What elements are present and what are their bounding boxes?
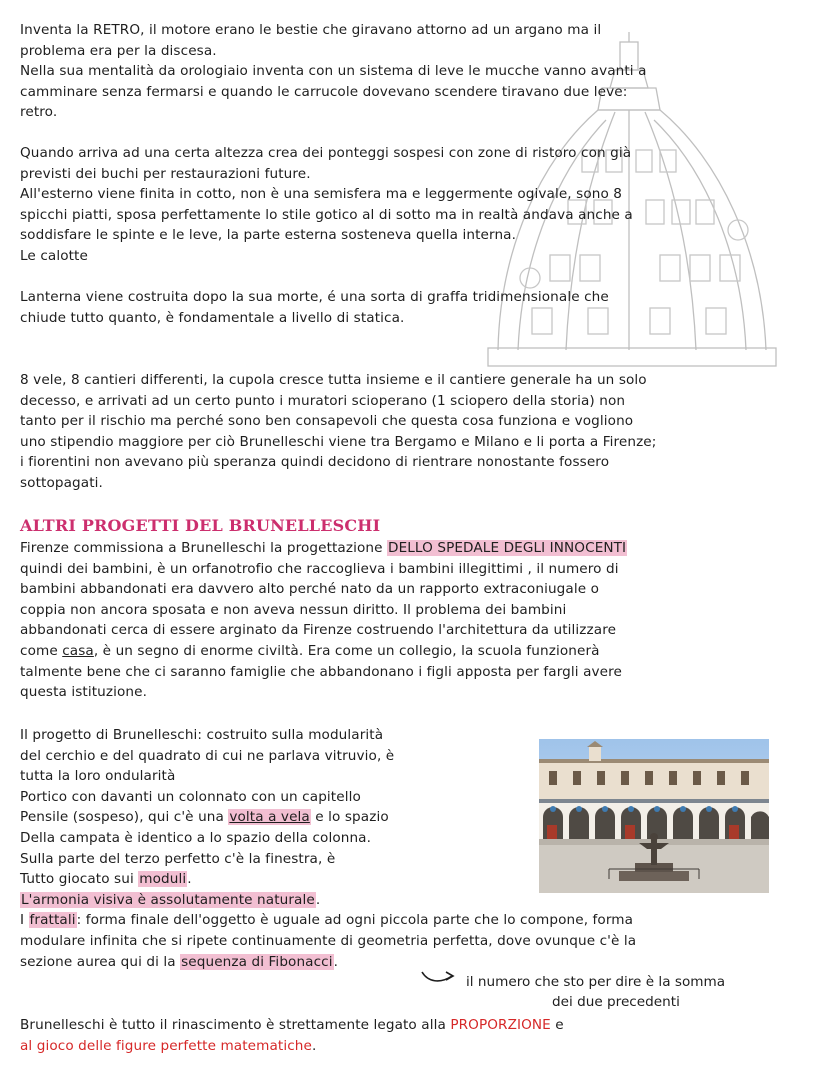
text-line: Sulla parte del terzo perfetto c'è la finestra, è [20,850,336,867]
text-run: . [315,891,321,908]
highlight-armonia: L'armonia visiva è assolutamente naturale [21,891,315,908]
text-line: uno stipendio maggiore per ciò Brunelleschi viene tra Bergamo e Milano e li porta a Firenze; [20,433,657,450]
text-line: abbandonati cerca di essere arginato da Firenze costruendo l'architettura da utilizzare [20,622,617,639]
paragraph-retro [20,20,647,123]
text-line: Portico con davanti un colonnato con un capitello [20,788,361,805]
text-line: coppia non ancora sposata e non aveva nessun diritto. Il problema dei bambini [20,601,567,618]
text-line: All'esterno viene finita in cotto, non è una semisfera ma e leggermente ogivale, sono 8 [20,186,623,203]
text-line: Nella sua mentalità da orologiaio inventa con un sistema di leve le mucche vanno avanti a [20,63,647,80]
text-run: , è un segno di enorme civiltà. Era come un collegio, la scuola funzionerà [93,642,600,659]
text-line: bambini abbandonati era davvero alto perché nato da un rapporto extraconiugale o [20,581,599,598]
text-run: Pensile (sospeso), qui c'è una [20,809,229,826]
text-line: Quando arriva ad una certa altezza crea dei ponteggi sospesi con zone di ristoro con già [20,145,632,161]
paragraph-lanterna [20,287,609,328]
text-line: Il progetto di Brunelleschi: costruito sulla modularità [20,727,384,743]
highlight-frattali: frattali [29,912,76,929]
text-line: talmente bene che ci saranno famiglie che abbandonano i figli apposta per fargli avere [20,663,622,680]
paragraph-ponteggi [20,143,633,267]
text-line: problema era per la discesa. [20,42,217,59]
text-line: camminare senza fermarsi e quando le carrucole dovevano scendere tiravano due leve: [20,83,628,100]
text-line: questa istituzione. [20,684,148,701]
text-line: soddisfare le spinte e le leve, la parte esterna sosteneva quella interna. [20,227,517,244]
text-line: 8 vele, 8 cantieri differenti, la cupola cresce tutta insieme e il cantiere generale ha un solo [20,372,647,388]
text-line: modulare infinita che si ripete continuamente di geometria perfetta, dove ovunque c'è la [20,932,637,949]
text-run: sezione aurea qui di la [20,953,181,970]
text-run: . [187,871,192,888]
fibonacci-note-line2: dei due precedenti [552,994,680,1010]
paragraph-spedale [20,538,627,703]
spedale-photo [539,739,769,893]
text-run: I [20,912,29,929]
text-line [20,641,627,662]
text-run: e [550,1017,564,1033]
text-line [20,910,636,931]
text-line: retro. [20,104,58,121]
text-line: sottopagati. [20,474,103,491]
text-line: spicchi piatti, sposa perfettamente lo stile gotico al di sotto ma in realtà andava anche a [20,206,633,223]
curved-arrow-icon [420,966,456,988]
text-line: tanto per il rischio ma perché sono ben consapevoli che questa cosa funziona e vogliono [20,413,634,430]
text-run: Tutto giocato sui [20,871,139,888]
text-run: : forma finale dell'oggetto è uguale ad ogni piccola parte che lo compone, forma [76,912,634,929]
text-run: Brunelleschi è tutto il rinascimento è strettamente legato alla [20,1017,451,1033]
text-line: chiude tutto quanto, è fondamentale a livello di statica. [20,309,405,326]
highlight-volta-a-vela: volta a vela [229,809,310,826]
text-run: come [20,642,63,659]
text-line [20,1036,564,1057]
highlight-spedale: DELLO SPEDALE DEGLI INNOCENTI [388,540,627,556]
text-run: . [333,953,339,970]
underline-casa: casa [62,642,94,659]
text-line: Le calotte [20,247,88,264]
proporzione-red: PROPORZIONE [450,1017,551,1033]
text-run: e lo spazio [310,809,389,826]
text-line: Lanterna viene costruita dopo la sua morte, é una sorta di graffa tridimensionale che [20,289,609,305]
section-heading: ALTRI PROGETTI DEL BRUNELLESCHI [20,516,381,535]
paragraph-closing [20,1015,564,1056]
text-line [20,538,627,559]
highlight-moduli: moduli [139,871,187,888]
text-line: tutta la loro ondularità [20,768,176,785]
text-line: quindi dei bambini, è un orfanotrofio che raccoglieva i bambini illegittimi , il numero di [20,560,619,577]
fibonacci-note-line1: il numero che sto per dire è la somma [466,974,726,990]
text-line: i fiorentini non avevano più speranza quindi decidono di rientrare nonostante fossero [20,454,610,471]
highlight-fibonacci: sequenza di Fibonacci [181,953,333,970]
text-line: Inventa la RETRO, il motore erano le bestie che giravano attorno ad un argano ma il [20,22,602,38]
text-line: previsti dei buchi per restaurazioni future. [20,165,311,182]
text-run: . [311,1037,317,1054]
text-line [20,1015,564,1036]
text-line: del cerchio e del quadrato di cui ne parlava vitruvio, è [20,747,395,764]
text-run: Firenze commissiona a Brunelleschi la progettazione [20,540,387,556]
figure-perfette-red: al gioco delle figure perfette matematiche [20,1037,312,1054]
text-line: decesso, e arrivati ad un certo punto i muratori scioperano (1 sciopero della storia) non [20,392,626,409]
paragraph-vele [20,370,656,494]
text-line: Della campata è identico a lo spazio della colonna. [20,829,372,846]
text-line [20,952,636,973]
